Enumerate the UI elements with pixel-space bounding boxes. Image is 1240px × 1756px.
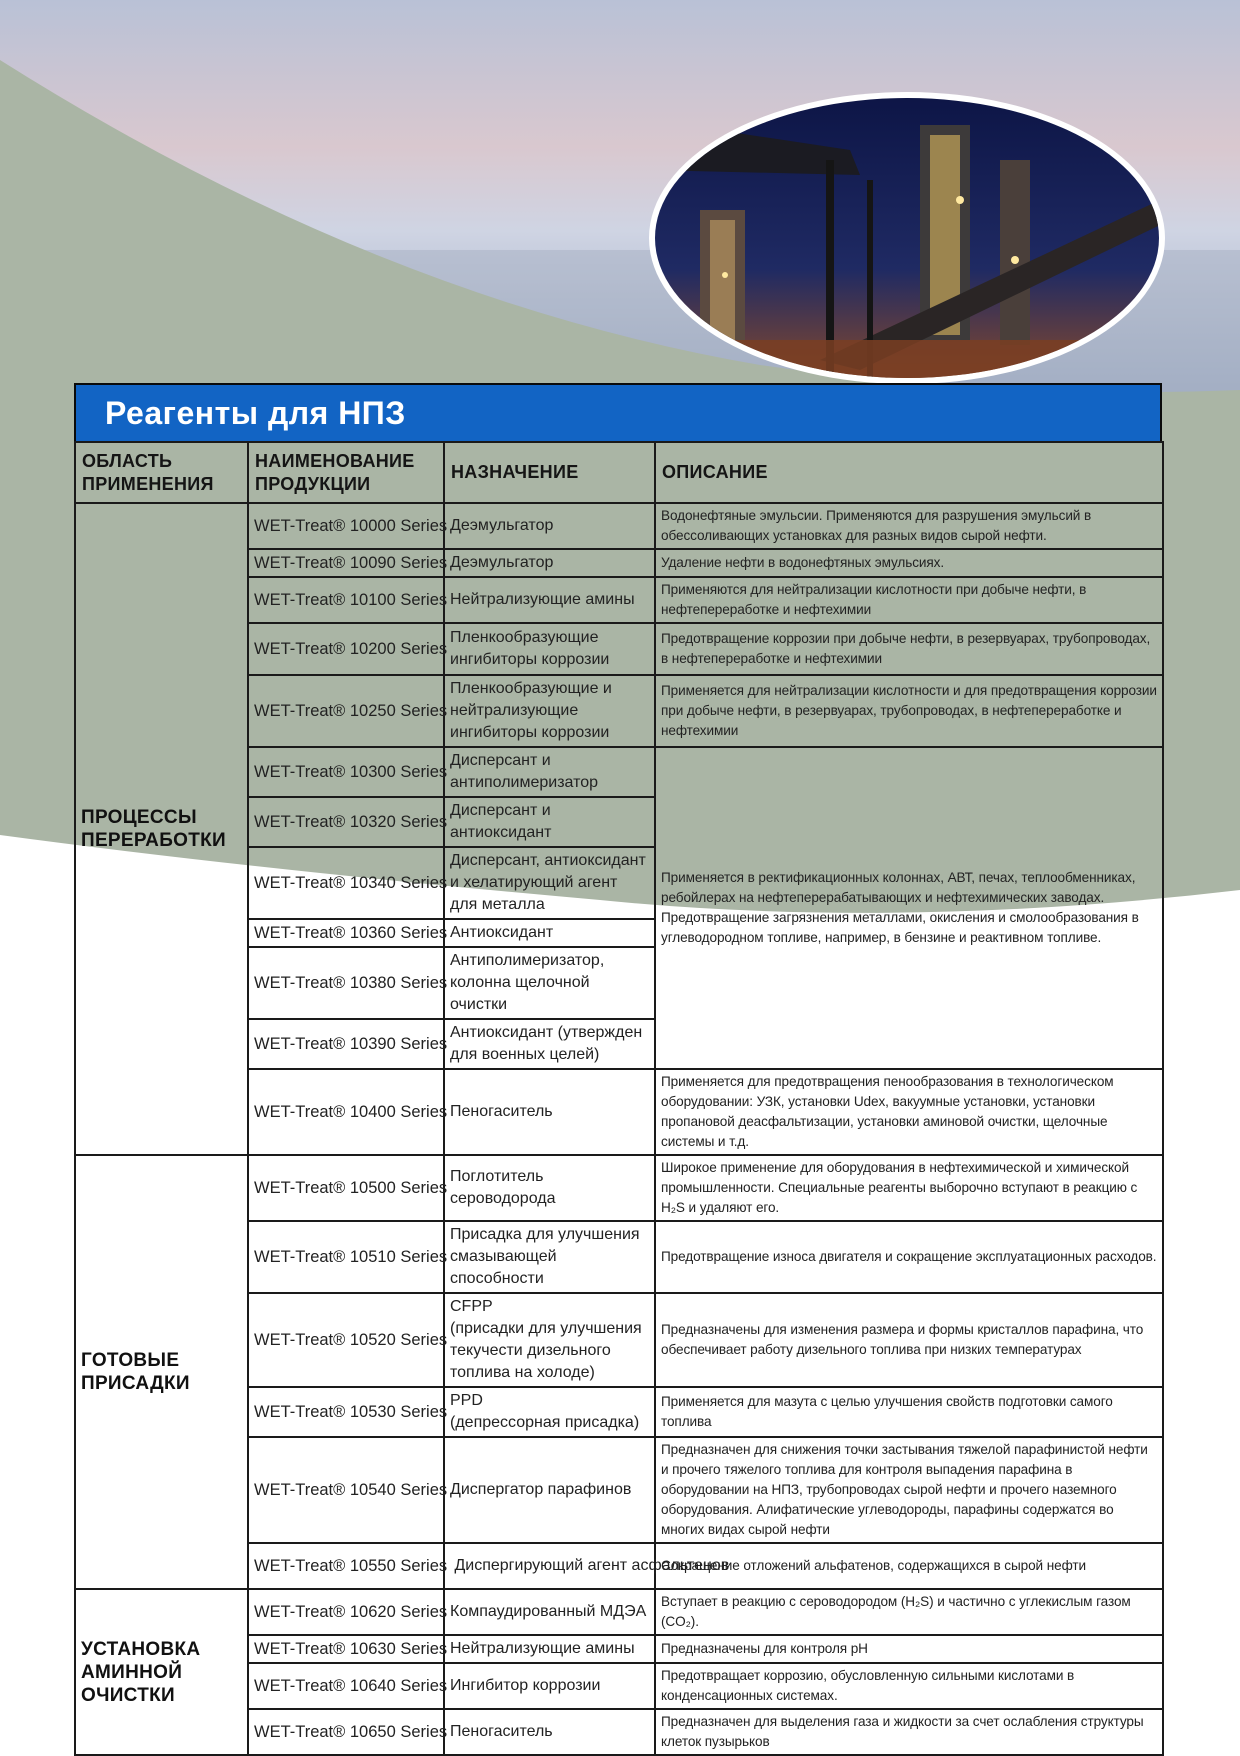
product-name: WET-Treat® 10540 Series xyxy=(248,1437,444,1543)
description-cell: Удаление нефти в водонефтяных эмульсиях. xyxy=(655,549,1163,577)
product-name: WET-Treat® 10630 Series xyxy=(248,1635,444,1663)
area-label: УСТАНОВКА АМИННОЙ ОЧИСТКИ xyxy=(81,1638,201,1706)
header-purpose: НАЗНАЧЕНИЕ xyxy=(444,442,655,503)
product-name: WET-Treat® 10650 Series xyxy=(248,1709,444,1755)
area-label: ПРОЦЕССЫ ПЕРЕРАБОТКИ xyxy=(81,807,226,851)
table-header-row xyxy=(75,442,1163,503)
purpose-cell: Антиоксидант (утвержден для военных целей) xyxy=(444,1019,655,1069)
description-cell: Предназначены для контроля pH xyxy=(655,1635,1163,1663)
page-title: Реагенты для НПЗ xyxy=(105,395,406,431)
description-cell: Предназначен для выделения газа и жидкости за счет ослабления структуры клеток пузырьков xyxy=(655,1709,1163,1755)
purpose-cell: Присадка для улучшения смазывающей способности xyxy=(444,1221,655,1293)
description-cell: Предназначен для снижения точки застывания тяжелой парафинистой нефти и прочего тяжелого топлива для контроля выпадения парафина в оборудовании на НПЗ, трубопроводах сырой нефти и прочего наземного оборудования. Алифатические углеводороды, парафины содержатся во многих видах сырой нефти xyxy=(655,1437,1163,1543)
header-description: ОПИСАНИЕ xyxy=(655,442,1163,503)
area-amine-treating xyxy=(75,1589,248,1755)
description-cell: Предназначены для изменения размера и формы кристаллов парафина, что обеспечивает работу дизельного топлива при низких температурах xyxy=(655,1293,1163,1387)
purpose-cell: Дисперсант и антиполимеризатор xyxy=(444,747,655,797)
area-additives xyxy=(75,1155,248,1589)
product-name: WET-Treat® 10400 Series xyxy=(248,1069,444,1155)
product-name: WET-Treat® 10200 Series xyxy=(248,623,444,675)
product-name: WET-Treat® 10550 Series xyxy=(248,1543,444,1589)
product-name: WET-Treat® 10390 Series xyxy=(248,1019,444,1069)
description-cell: Применяется для нейтрализации кислотности и для предотвращения коррозии при добыче нефти, в резервуарах, трубопроводах, в нефтепереработке и нефтехимии xyxy=(655,675,1163,747)
description-cell: Применяется в ректификационных колоннах, АВТ, печах, теплообменниках, ребойлерах на нефтеперерабатывающих и нефтехимических заводах. Предотвращение загрязнения металлами, окисления и смолообразования в углеводородном топливе, например, в бензине и реактивном топливе. xyxy=(655,747,1163,1069)
purpose-cell: Пленкообразующие ингибиторы коррозии xyxy=(444,623,655,675)
description-cell: Применяется для предотвращения пенообразования в технологическом оборудовании: УЗК, установки Udex, вакуумные установки, установки пропановой деасфальтизации, установки аминовой очистки, щелочные системы и т.д. xyxy=(655,1069,1163,1155)
product-name: WET-Treat® 10510 Series xyxy=(248,1221,444,1293)
product-name: WET-Treat® 10360 Series xyxy=(248,919,444,947)
table-row xyxy=(75,503,1163,549)
header-name-label: НАИМЕНОВАНИЕ ПРОДУКЦИИ xyxy=(255,450,415,494)
description-cell: Применяется для мазута с целью улучшения свойств подготовки самого топлива xyxy=(655,1387,1163,1437)
product-name: WET-Treat® 10620 Series xyxy=(248,1589,444,1635)
product-name: WET-Treat® 10000 Series xyxy=(248,503,444,549)
product-name: WET-Treat® 10250 Series xyxy=(248,675,444,747)
description-cell: Применяются для нейтрализации кислотности при добыче нефти, в нефтепереработке и нефтехимии xyxy=(655,577,1163,623)
table-row xyxy=(75,1589,1163,1635)
product-name: WET-Treat® 10340 Series xyxy=(248,847,444,919)
title-bar xyxy=(74,383,1162,441)
purpose-cell: Компаудированный МДЭА xyxy=(444,1589,655,1635)
purpose-cell: CFPP (присадки для улучшения текучести дизельного топлива на холоде) xyxy=(444,1293,655,1387)
area-label: ГОТОВЫЕ ПРИСАДКИ xyxy=(81,1350,190,1394)
description-cell: Предотвращает коррозию, обусловленную сильными кислотами в конденсационных системах. xyxy=(655,1663,1163,1709)
product-name: WET-Treat® 10530 Series xyxy=(248,1387,444,1437)
header-area xyxy=(75,442,248,503)
purpose-cell: Дисперсант, антиоксидант и хелатирующий агент для металла xyxy=(444,847,655,919)
purpose-cell: Ингибитор коррозии xyxy=(444,1663,655,1709)
header-area-label: ОБЛАСТЬ ПРИМЕНЕНИЯ xyxy=(82,450,214,494)
product-name: WET-Treat® 10090 Series xyxy=(248,549,444,577)
purpose-cell: Диспергатор парафинов xyxy=(444,1437,655,1543)
description-cell: Сокращение отложений альфатенов, содержащихся в сырой нефти xyxy=(655,1543,1163,1589)
product-name: WET-Treat® 10380 Series xyxy=(248,947,444,1019)
purpose-cell: PPD (депрессорная присадка) xyxy=(444,1387,655,1437)
product-name: WET-Treat® 10500 Series xyxy=(248,1155,444,1221)
reagents-table xyxy=(74,441,1164,1756)
product-name: WET-Treat® 10520 Series xyxy=(248,1293,444,1387)
purpose-cell: Антиоксидант xyxy=(444,919,655,947)
product-name: WET-Treat® 10320 Series xyxy=(248,797,444,847)
purpose-cell: Дисперсант и антиоксидант xyxy=(444,797,655,847)
purpose-cell: Пленкообразующие и нейтрализующие ингибиторы коррозии xyxy=(444,675,655,747)
purpose-cell: Антиполимеризатор, колонна щелочной очистки xyxy=(444,947,655,1019)
purpose-cell: Диспергирующий агент асфальтенов xyxy=(444,1543,655,1589)
table-row xyxy=(75,1155,1163,1221)
purpose-cell: Пеногаситель xyxy=(444,1709,655,1755)
description-cell: Широкое применение для оборудования в нефтехимической и химической промышленности. Специальные реагенты выборочно вступают в реакцию с H₂S и удаляют его. xyxy=(655,1155,1163,1221)
description-cell: Вступает в реакцию с сероводородом (H₂S) и частично с углекислым газом (CO₂). xyxy=(655,1589,1163,1635)
description-cell: Предотвращение износа двигателя и сокращение эксплуатационных расходов. xyxy=(655,1221,1163,1293)
purpose-cell: Деэмульгатор xyxy=(444,549,655,577)
purpose-cell: Нейтрализующие амины xyxy=(444,577,655,623)
purpose-cell: Нейтрализующие амины xyxy=(444,1635,655,1663)
product-name: WET-Treat® 10100 Series xyxy=(248,577,444,623)
description-cell: Предотвращение коррозии при добыче нефти, в резервуарах, трубопроводах, в нефтепереработке и нефтехимии xyxy=(655,623,1163,675)
purpose-cell: Поглотитель сероводорода xyxy=(444,1155,655,1221)
header-name xyxy=(248,442,444,503)
product-name: WET-Treat® 10300 Series xyxy=(248,747,444,797)
area-processing xyxy=(75,503,248,1155)
purpose-cell: Деэмульгатор xyxy=(444,503,655,549)
purpose-cell: Пеногаситель xyxy=(444,1069,655,1155)
product-name: WET-Treat® 10640 Series xyxy=(248,1663,444,1709)
description-cell: Водонефтяные эмульсии. Применяются для разрушения эмульсий в обессоливающих установках для разных видов сырой нефти. xyxy=(655,503,1163,549)
